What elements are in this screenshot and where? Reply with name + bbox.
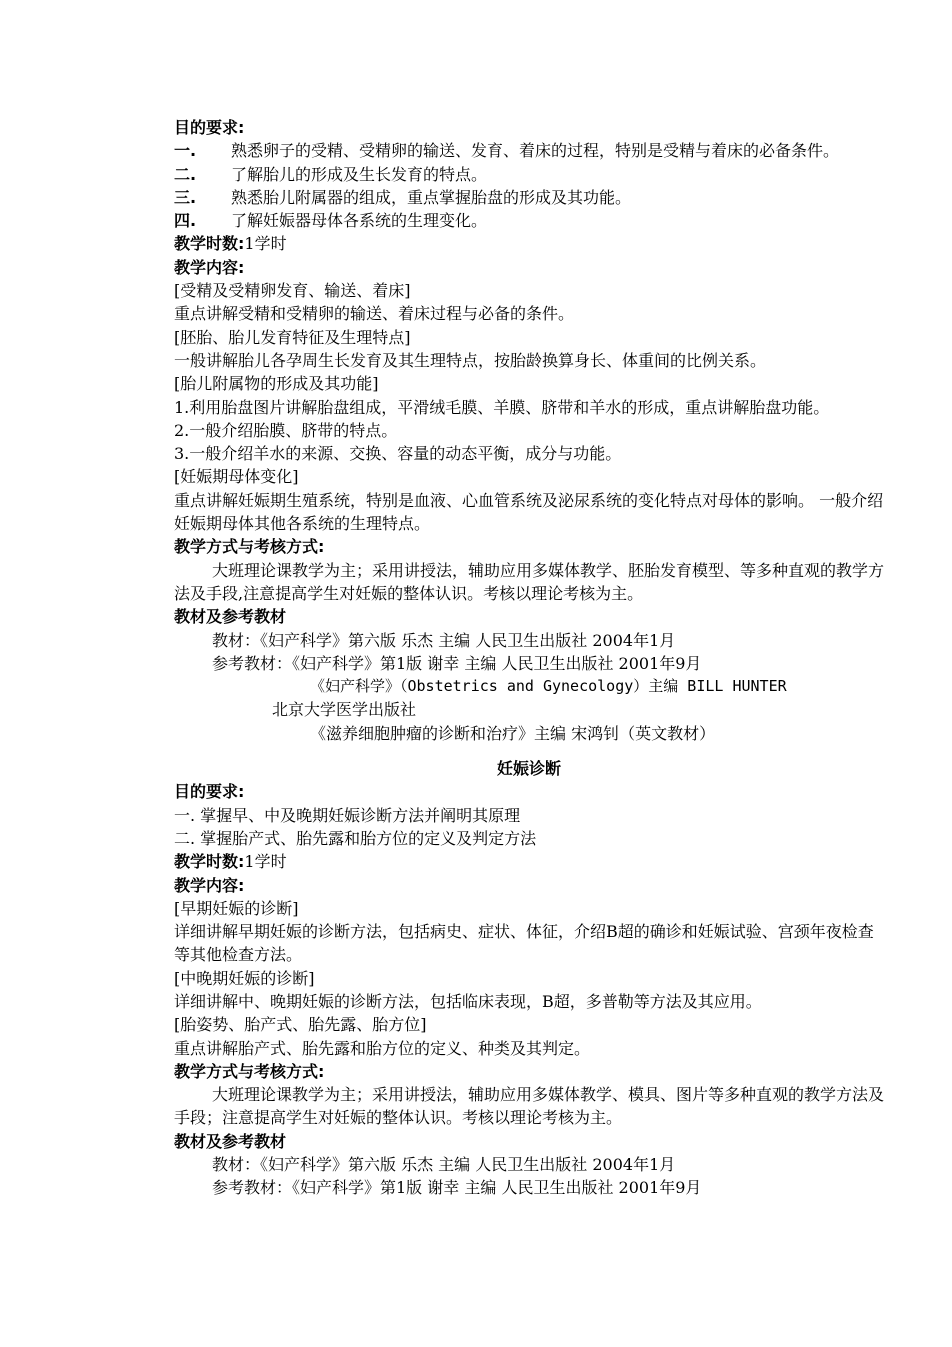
teaching-hours (174, 850, 884, 873)
content-heading: [中晚期妊娠的诊断] (174, 968, 315, 988)
goal-item (174, 186, 884, 209)
content-heading: [早期妊娠的诊断] (174, 898, 299, 918)
reference-book: 参考教材：《妇产科学》第1版 谢幸 主编 人民卫生出版社 2001年9月 (212, 1178, 702, 1198)
goal-item (174, 209, 884, 232)
goal-number: 一. (174, 141, 197, 161)
content-text: 1.利用胎盘图片讲解胎盘组成，平滑绒毛膜、羊膜、脐带和羊水的形成，重点讲解胎盘功能。 (174, 397, 830, 417)
content-text: 详细讲解中、晚期妊娠的诊断方法，包括临床表现，B超，多普勒等方法及其应用。 (174, 991, 762, 1011)
content-text: 一般讲解胎儿各孕周生长发育及其生理特点，按胎龄换算身长、体重间的比例关系。 (174, 350, 767, 370)
reference-book: 《妇产科学》（Obstetrics and Gynecology）主编 BILL HUNTER (310, 677, 787, 696)
document-page (174, 116, 884, 1200)
teaching-hours (174, 232, 884, 255)
goal-item (174, 139, 884, 162)
content-text: 重点讲解受精和受精卵的输送、着床过程与必备的条件。 (174, 304, 575, 324)
content-title: 教学内容: (174, 257, 245, 277)
goal-text: 了解胎儿的形成及生长发育的特点。 (231, 164, 488, 184)
content-heading: [妊娠期母体变化] (174, 467, 299, 487)
content-heading: [胎儿附属物的形成及其功能] (174, 374, 379, 394)
reference-book: 参考教材：《妇产科学》第1版 谢幸 主编 人民卫生出版社 2001年9月 (212, 653, 702, 673)
content-heading: [受精及受精卵发育、输送、着床] (174, 281, 411, 301)
goal-text: 了解妊娠器母体各系统的生理变化。 (231, 211, 488, 231)
textbook: 教材：《妇产科学》第六版 乐杰 主编 人民卫生出版社 2004年1月 (212, 1155, 676, 1175)
publisher: 北京大学医学出版社 (272, 700, 417, 720)
content-text: 3.一般介绍羊水的来源、交换、容量的动态平衡，成分与功能。 (174, 444, 622, 464)
method-text: 大班理论课教学为主；采用讲授法，辅助应用多媒体教学、胚胎发育模型、等多种直观的教学方法及手段,注意提高学生对妊娠的整体认识。考核以理论考核为主。 (174, 560, 885, 603)
books-title: 教材及参考教材 (174, 1131, 287, 1151)
goal-number: 二. (174, 164, 197, 184)
hours-value: 1学时 (244, 852, 287, 872)
method-title: 教学方式与考核方式: (174, 1061, 325, 1081)
books-title: 教材及参考教材 (174, 607, 287, 627)
goal-text: 熟悉卵子的受精、受精卵的输送、发育、着床的过程，特别是受精与着床的必备条件。 (231, 141, 840, 161)
content-text: 2.一般介绍胎膜、脐带的特点。 (174, 420, 398, 440)
content-title: 教学内容: (174, 875, 245, 895)
goal-text: 熟悉胎儿附属器的组成，重点掌握胎盘的形成及其功能。 (231, 187, 632, 207)
hours-label: 教学时数: (174, 234, 245, 254)
hours-value: 1学时 (244, 234, 287, 254)
hours-label: 教学时数: (174, 852, 245, 872)
goals-title: 目的要求: (174, 782, 245, 802)
content-text: 详细讲解早期妊娠的诊断方法，包括病史、症状、体征，介绍B超的确诊和妊娠试验、宫颈年夜检查等其他检查方法。 (174, 922, 874, 965)
goal-number: 三. (174, 187, 197, 207)
content-heading: [胎姿势、胎产式、胎先露、胎方位] (174, 1015, 427, 1035)
goal-item: 二. 掌握胎产式、胎先露和胎方位的定义及判定方法 (174, 828, 537, 848)
content-text: 重点讲解妊娠期生殖系统，特别是血液、心血管系统及泌尿系统的变化特点对母体的影响。 一般介绍妊娠期母体其他各系统的生理特点。 (174, 490, 884, 534)
reference-book: 《滋养细胞肿瘤的诊断和治疗》主编 宋鸿钊（英文教材） (310, 723, 716, 743)
method-title: 教学方式与考核方式: (174, 537, 325, 557)
section-heading: 妊娠诊断 (496, 759, 561, 779)
goals-title: 目的要求: (174, 118, 245, 137)
content-heading: [胚胎、胎儿发育特征及生理特点] (174, 327, 411, 347)
content-text: 重点讲解胎产式、胎先露和胎方位的定义、种类及其判定。 (174, 1038, 591, 1058)
method-text: 大班理论课教学为主；采用讲授法，辅助应用多媒体教学、模具、图片等多种直观的教学方法及手段；注意提高学生对妊娠的整体认识。考核以理论考核为主。 (174, 1085, 885, 1128)
textbook: 教材：《妇产科学》第六版 乐杰 主编 人民卫生出版社 2004年1月 (212, 630, 676, 650)
goal-item: 一. 掌握早、中及晚期妊娠诊断方法并阐明其原理 (174, 805, 521, 825)
goal-number: 四. (174, 211, 197, 231)
goal-item (174, 163, 884, 186)
